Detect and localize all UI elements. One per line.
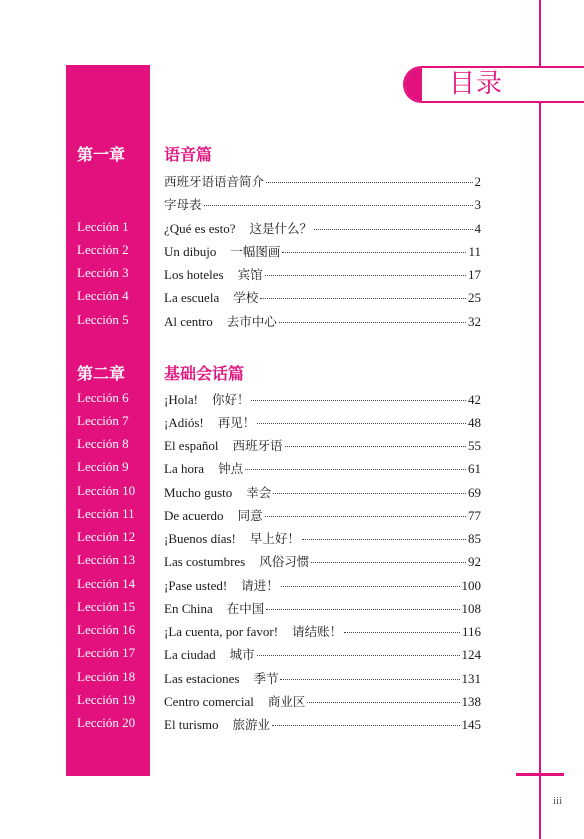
chapter-2-title[interactable]: 基础会话篇	[164, 364, 245, 383]
toc-entry[interactable]	[164, 715, 481, 733]
entry-page: 145	[461, 717, 481, 732]
chapter-1-title[interactable]: 语音篇	[164, 145, 213, 164]
entry-title: En China	[164, 601, 213, 616]
toc-entry[interactable]	[164, 483, 481, 501]
entry-title: 西班牙语语音简介	[164, 174, 265, 189]
dot-leader	[273, 493, 466, 494]
entry-title: La hora	[164, 461, 205, 476]
entry-title: Mucho gusto	[164, 485, 233, 500]
entry-chinese: 再见！	[217, 415, 256, 430]
entry-chinese: 旅游业	[232, 717, 271, 732]
tab-cap-decoration	[405, 68, 422, 101]
toc-entry[interactable]	[164, 413, 481, 431]
entry-chinese: 城市	[229, 647, 255, 662]
lesson-label: Lección 15	[77, 599, 136, 614]
toc-entry[interactable]	[164, 529, 481, 547]
dot-leader	[302, 539, 466, 540]
lesson-label: Lección 7	[77, 413, 129, 428]
lesson-label: Lección 19	[77, 692, 136, 707]
entry-page: 77	[468, 508, 481, 523]
entry-chinese: 在中国	[226, 601, 265, 616]
entry-title: ¿Qué es esto?	[164, 221, 236, 236]
dot-leader	[279, 322, 466, 323]
toc-entry[interactable]	[164, 576, 481, 594]
toc-entry[interactable]	[164, 195, 481, 213]
entry-title: La escuela	[164, 290, 220, 305]
toc-entry[interactable]	[164, 265, 481, 283]
entry-title: 字母表	[164, 197, 202, 212]
lesson-label: Lección 3	[77, 265, 129, 280]
lesson-label: Lección 1	[77, 219, 129, 234]
dot-leader	[245, 469, 466, 470]
entry-chinese: 这是什么？	[249, 221, 312, 236]
entry-title: ¡Adiós!	[164, 415, 204, 430]
entry-chinese: 早上好！	[249, 531, 300, 546]
dot-leader	[251, 400, 466, 401]
lesson-label: Lección 18	[77, 669, 136, 684]
entry-chinese: 学校	[233, 290, 259, 305]
toc-entry[interactable]	[164, 599, 481, 617]
entry-page: 17	[468, 267, 481, 282]
entry-page: 3	[474, 197, 481, 212]
entry-title: El español	[164, 438, 219, 453]
lesson-label: Lección 6	[77, 390, 129, 405]
entry-page: 116	[461, 624, 481, 639]
footer-accent-bar	[516, 773, 564, 776]
entry-chinese: 钟点	[218, 461, 244, 476]
toc-entry[interactable]	[164, 645, 481, 663]
dot-leader	[280, 679, 459, 680]
toc-entry[interactable]	[164, 219, 481, 237]
entry-page: 61	[468, 461, 481, 476]
toc-entry[interactable]	[164, 242, 481, 260]
chapter-2-label: 第二章	[77, 364, 126, 383]
entry-chinese: 风俗习惯	[259, 554, 310, 569]
entry-title: El turismo	[164, 717, 219, 732]
lesson-label: Lección 4	[77, 288, 129, 303]
dot-leader	[307, 702, 459, 703]
dot-leader	[311, 562, 466, 563]
toc-entry[interactable]	[164, 692, 481, 710]
entry-page: 92	[468, 554, 481, 569]
entry-page: 55	[468, 438, 481, 453]
entry-chinese: 宾馆	[237, 267, 263, 282]
entry-page: 32	[468, 314, 481, 329]
entry-page: 85	[468, 531, 481, 546]
entry-title: De acuerdo	[164, 508, 224, 523]
dot-leader	[260, 298, 466, 299]
dot-leader	[285, 446, 466, 447]
toc-entry[interactable]	[164, 172, 481, 190]
entry-chinese: 请进！	[241, 578, 279, 593]
dot-leader	[257, 423, 466, 424]
toc-entry[interactable]	[164, 288, 481, 306]
toc-entry[interactable]	[164, 669, 481, 687]
page-number: iii	[553, 795, 563, 807]
dot-leader	[272, 725, 459, 726]
toc-entry[interactable]	[164, 552, 481, 570]
dot-leader	[281, 586, 460, 587]
entry-title: Un dibujo	[164, 244, 217, 259]
entry-chinese: 一幅图画	[230, 244, 281, 259]
chapter-1-label: 第一章	[77, 145, 126, 164]
entry-page: 2	[474, 174, 481, 189]
dot-leader	[266, 182, 472, 183]
entry-title: Al centro	[164, 314, 213, 329]
entry-page: 4	[474, 221, 481, 236]
entry-chinese: 季节	[253, 671, 279, 686]
toc-entry[interactable]	[164, 312, 481, 330]
toc-entry[interactable]	[164, 436, 481, 454]
entry-page: 25	[468, 290, 481, 305]
lesson-label: Lección 12	[77, 529, 136, 544]
lesson-label: Lección 14	[77, 576, 136, 591]
dot-leader	[265, 516, 466, 517]
entry-chinese: 同意	[237, 508, 263, 523]
entry-title: ¡Hola!	[164, 392, 198, 407]
toc-entry[interactable]	[164, 459, 481, 477]
entry-page: 138	[461, 694, 481, 709]
entry-chinese: 幸会	[246, 485, 272, 500]
entry-page: 100	[461, 578, 481, 593]
entry-page: 11	[468, 244, 481, 259]
toc-entry[interactable]	[164, 506, 481, 524]
entry-title: ¡Pase usted!	[164, 578, 228, 593]
entry-page: 108	[461, 601, 481, 616]
lesson-label: Lección 11	[77, 506, 135, 521]
margin-rule	[539, 0, 541, 839]
entry-title: Los hoteles	[164, 267, 224, 282]
lesson-label: Lección 8	[77, 436, 129, 451]
entry-title: ¡Buenos días!	[164, 531, 236, 546]
dot-leader	[344, 632, 460, 633]
dot-leader	[266, 609, 459, 610]
entry-title: Centro comercial	[164, 694, 254, 709]
entry-page: 42	[468, 392, 481, 407]
lesson-label: Lección 20	[77, 715, 136, 730]
entry-page: 124	[461, 647, 481, 662]
entry-chinese: 你好！	[211, 392, 250, 407]
page-title: 目录	[449, 69, 504, 99]
entry-page: 69	[468, 485, 481, 500]
dot-leader	[314, 229, 473, 230]
title-tab	[403, 66, 584, 103]
lesson-label: Lección 5	[77, 312, 129, 327]
lesson-label: Lección 9	[77, 459, 129, 474]
dot-leader	[204, 205, 473, 206]
entry-title: ¡La cuenta, por favor!	[164, 624, 279, 639]
entry-chinese: 西班牙语	[232, 438, 283, 453]
toc-entry[interactable]	[164, 622, 481, 640]
dot-leader	[265, 275, 466, 276]
lesson-label: Lección 17	[77, 645, 136, 660]
lesson-label: Lección 10	[77, 483, 136, 498]
entry-chinese: 请结账！	[292, 624, 343, 639]
dot-leader	[257, 655, 460, 656]
entry-title: Las costumbres	[164, 554, 246, 569]
dot-leader	[282, 252, 466, 253]
entry-page: 48	[468, 415, 481, 430]
entry-chinese: 商业区	[267, 694, 306, 709]
lesson-label: Lección 2	[77, 242, 129, 257]
entry-chinese: 去市中心	[226, 314, 277, 329]
toc-entry[interactable]	[164, 390, 481, 408]
entry-title: Las estaciones	[164, 671, 240, 686]
entry-title: La ciudad	[164, 647, 216, 662]
lesson-label: Lección 16	[77, 622, 136, 637]
entry-page: 131	[461, 671, 481, 686]
lesson-label: Lección 13	[77, 552, 136, 567]
